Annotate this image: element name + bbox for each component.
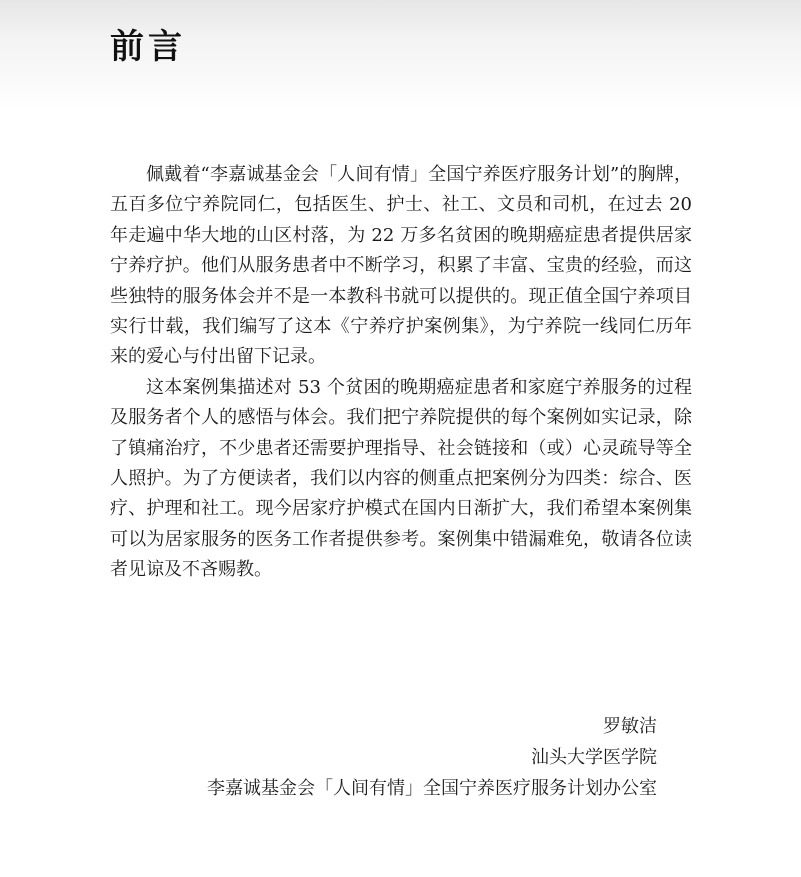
paragraph: 佩戴着“李嘉诚基金会「人间有情」全国宁养医疗服务计划”的胸牌，五百多位宁养院同仁，包括医生、护士、社工、文员和司机，在过去 20 年走遍中华大地的山区村落，为 22 万多名贫困的晚期癌症患者提供居家宁养疗护。他们从服务患者中不断学习，积累了丰富、宝贵的经验，而这些独特的服务体会并不是一本教科书就可以提供的。现正值全国宁养项目实行廿载，我们编写了这本《宁养疗护案例集》，为宁养院一线同仁历年来的爱心与付出留下记录。 [110, 164, 692, 368]
page-title: 前言 [110, 27, 186, 67]
signature-author: 罗敏洁 [603, 716, 657, 737]
signature-block [207, 711, 657, 804]
signature-institution: 汕头大学医学院 [531, 747, 657, 768]
signature-office: 李嘉诚基金会「人间有情」全国宁养医疗服务计划办公室 [207, 778, 657, 799]
paragraph: 这本案例集描述对 53 个贫困的晚期癌症患者和家庭宁养服务的过程及服务者个人的感悟与体会。我们把宁养院提供的每个案例如实记录，除了镇痛治疗，不少患者还需要护理指导、社会链接和（或）心灵疏导等全人照护。为了方便读者，我们以内容的侧重点把案例分为四类：综合、医疗、护理和社工。现今居家疗护模式在国内日渐扩大，我们希望本案例集可以为居家服务的医务工作者提供参考。案例集中错漏难免，敬请各位读者见谅及不吝赐教。 [110, 376, 692, 581]
preface-body [110, 160, 692, 586]
